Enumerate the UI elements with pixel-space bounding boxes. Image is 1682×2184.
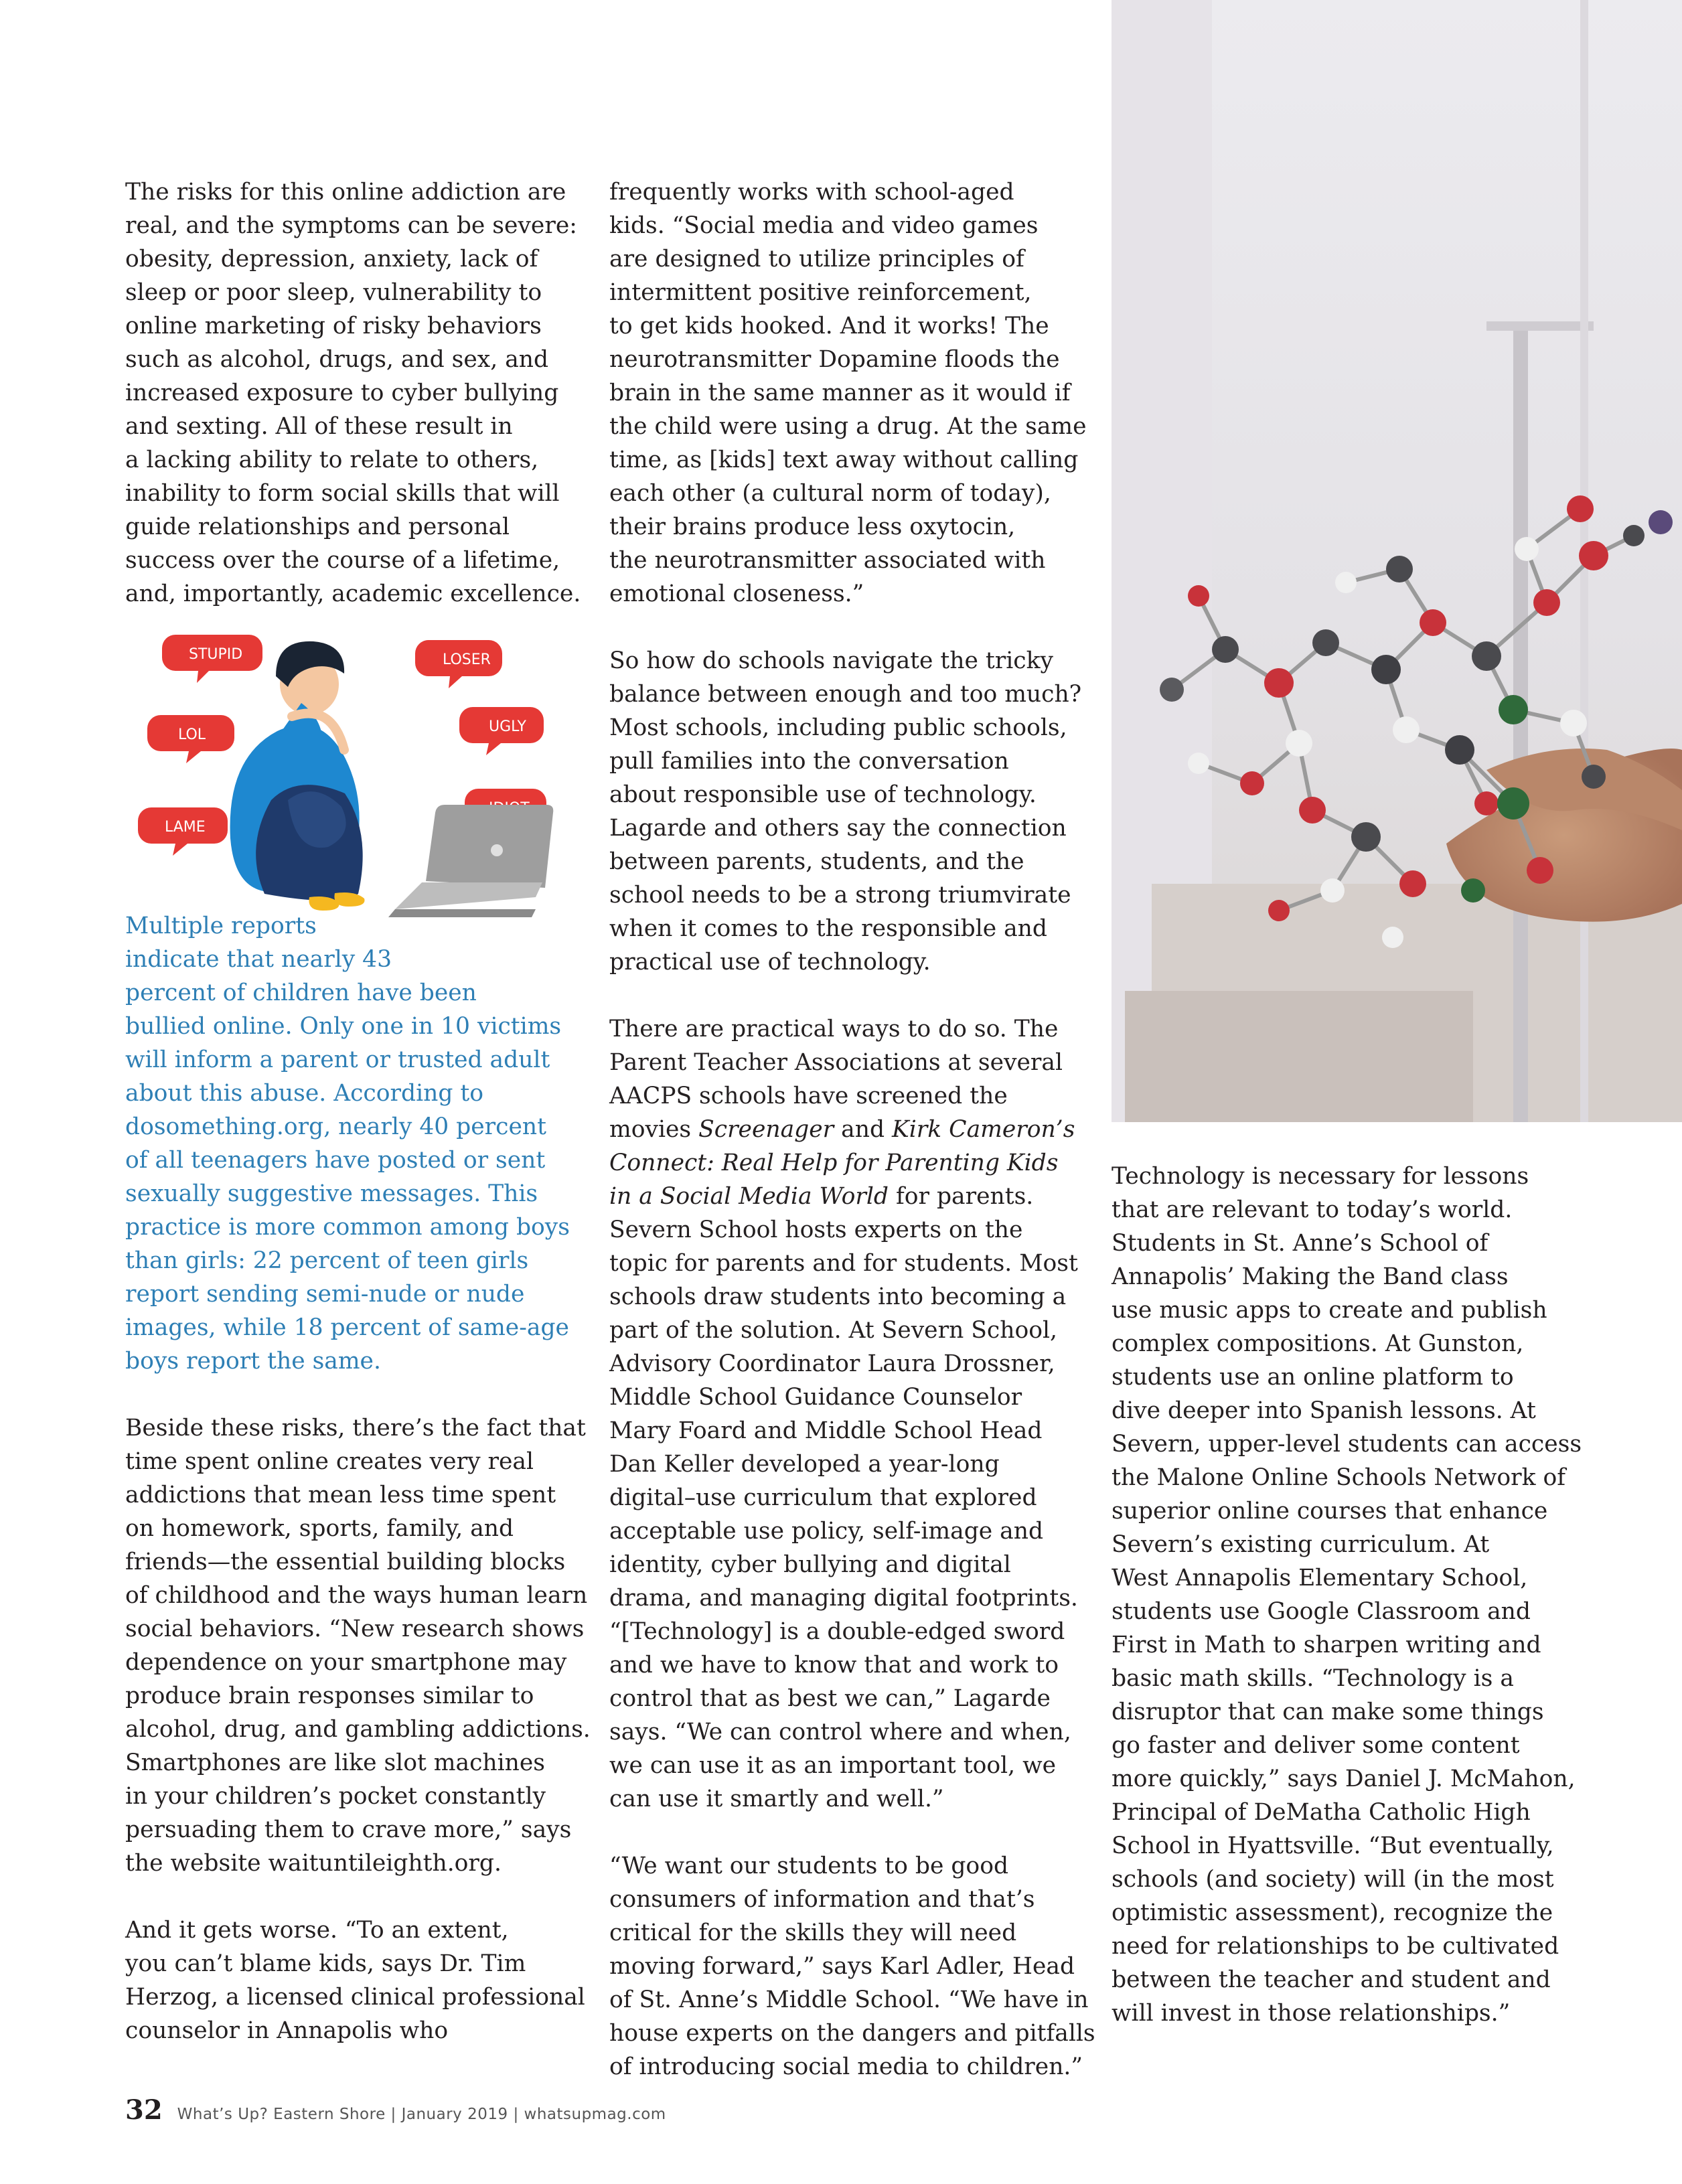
paragraph-schools-balance: So how do schools navigate the tricky balance between enough and too much? Most schools, including public schools, pull families into the conversation about responsible use of technology. Lagarde and others say the connection between parents, students, and the school needs to be a strong triumvirate when it comes to the responsible and practical use of technology. <box>609 647 1082 976</box>
paragraph-addiction: Beside these risks, there’s the fact that time spent online creates very real addictions that mean less time spent on homework, sports, family, and friends—the essential building blocks of childhood and the ways human learn social behaviors. “New research shows dependence on your smartphone may produce brain responses similar to alcohol, drug, and gambling addictions. Smartphones are like slot machines in your children’s pocket constantly persuading them to crave more,” says the website waituntileighth.org. <box>125 1415 591 1877</box>
movie-title-connect: Kirk Cameron’s Connect: Real Help for Parenting Kids in a Social Media World <box>609 1116 1075 1210</box>
bubble-text-ugly: UGLY <box>489 718 526 735</box>
sad-boy-icon <box>230 641 365 911</box>
page-number: 32 <box>125 2094 163 2126</box>
text-run: There are practical ways to do so. The Parent Teacher Associations at several AACPS schools have screened the movies <box>609 1016 1063 1143</box>
speech-bubble-icon <box>459 707 544 755</box>
speech-bubble-icon <box>162 635 262 683</box>
speech-bubble-icon <box>147 715 234 763</box>
speech-bubble-icon <box>415 640 502 688</box>
column-1-lower <box>125 1411 634 2081</box>
paragraph-dopamine: frequently works with school-aged kids. “Social media and video games are designed to utilize principles of intermittent positive reinforcement, to get kids hooked. And it works! The neurotransmitter Dopamine floods the brain in the same manner as it would if the child were using a drug. At the same time, as [kids] text away without calling each other (a cultural norm of today), their brains produce less oxytocin, the neurotransmitter associated with emotional closeness.” <box>609 179 1087 607</box>
paragraph-technology-lessons: Technology is necessary for lessons that are relevant to today’s world. Students in St. Anne’s School of Annapolis’ Making the Band class use music apps to create and publish complex compositions. At Gunston, students use an online platform to dive deeper into Spanish lessons. At Severn, upper-level students can access the Malone Online Schools Network of superior online courses that enhance Severn’s existing curriculum. At West Annapolis Elementary School, students use Google Classroom and First in Math to sharpen writing and basic math skills. “Technology is a disruptor that can make some things go faster and deliver some content more quickly,” says Daniel J. McMahon, Principal of DeMatha Catholic High School in Hyattsville. “But eventually, schools (and society) will (in the most optimistic assessment), recognize the need for relationships to be cultivated between the teacher and student and will invest in those relationships.” <box>1112 1163 1582 2027</box>
column-1 <box>125 175 634 611</box>
bubble-text-lol: LOL <box>178 726 206 743</box>
text-run: for parents. Severn School hosts experts on the topic for parents and for students. Most schools draw students into becoming a part of the solution. At Severn School, Advisory Coordinator Laura Drossner, Middle School Guidance Counselor Mary Foard and Middle School Head Dan Keller developed a year-long digital–use curriculum that explored acceptable use policy, self-image and identity, cyber bullying and digital drama, and managing digital footprints. “[Technology] is a double-edged sword and we have to know that and work to control that as best we can,” Lagarde says. “We can control where and when, we can use it as an important tool, we can use it smartly and well.” <box>609 1183 1078 1812</box>
paragraph-risks: The risks for this online addiction are real, and the symptoms can be severe: obesity, depression, anxiety, lack of sleep or poor sleep, vulnerability to online marketing of risky behaviors such as alcohol, drugs, and sex, and increased exposure to cyber bullying and sexting. All of these result in a lacking ability to relate to others, inability to form social skills that will guide relationships and personal success over the course of a lifetime, and, importantly, academic excellence. <box>125 179 581 607</box>
speech-bubble-icon <box>138 807 228 856</box>
statistics-callout: Multiple reports indicate that nearly 43 percent of children have been bullied online. Only one in 10 victims will inform a parent or trusted adult about this abuse. According to dosomething.org, nearly 40 percent of all teenagers have posted or sent sexually suggestive messages. This practice is more common among boys than girls: 22 percent of teen girls report sending semi-nude or nude images, while 18 percent of same-age boys report the same. <box>125 913 570 1375</box>
movie-title-screenager: Screenager <box>698 1116 834 1143</box>
footer-publication-info: What’s Up? Eastern Shore | January 2019 | whatsupmag.com <box>177 2106 666 2123</box>
bubble-text-stupid: STUPID <box>189 646 243 663</box>
paragraph-practical-ways <box>609 1012 1118 1816</box>
bubble-text-loser: LOSER <box>443 651 491 668</box>
column-2 <box>609 175 1118 2084</box>
text-run: and <box>834 1116 892 1143</box>
paragraph-adler-quote: “We want our students to be good consumers of information and that’s critical for the skills they will need moving forward,” says Karl Adler, Head of St. Anne’s Middle School. “We have in house experts on the dangers and pitfalls of introducing social media to children.” <box>609 1853 1095 2080</box>
laptop-icon <box>388 805 553 917</box>
paragraph-worse: And it gets worse. “To an extent, you can’t blame kids, says Dr. Tim Herzog, a licensed clinical professional counselor in Annapolis who <box>125 1917 585 2044</box>
column-3 <box>1112 1160 1647 2030</box>
bubble-text-lame: LAME <box>165 819 206 836</box>
molecular-model-photo <box>1112 0 1682 1122</box>
page-footer <box>125 2094 666 2128</box>
